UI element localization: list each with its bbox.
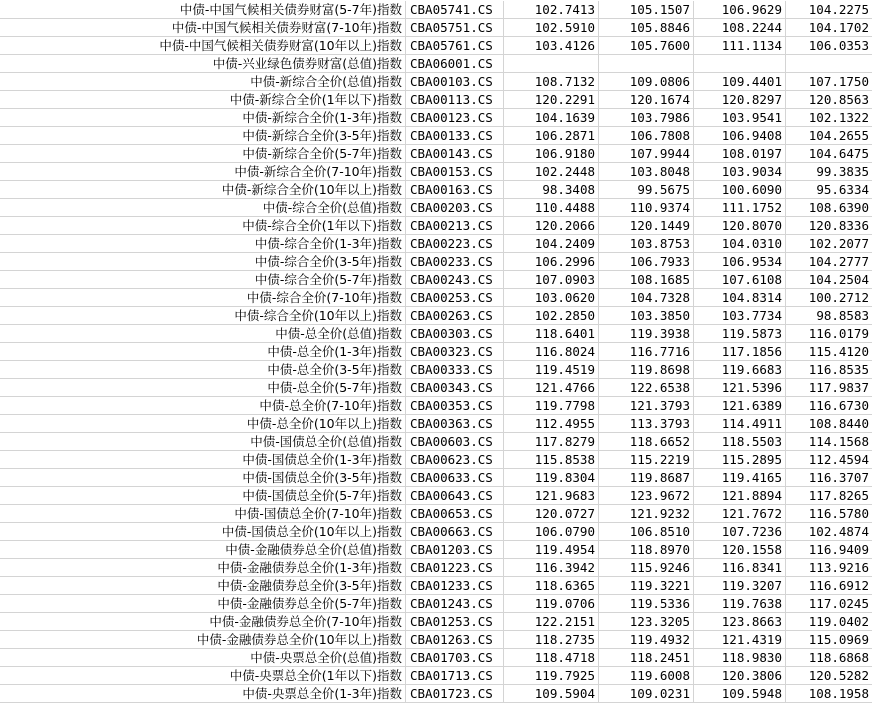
value-cell-2[interactable]: 103.8048 xyxy=(599,163,694,181)
value-cell-2[interactable]: 113.3793 xyxy=(599,415,694,433)
value-cell-4[interactable]: 116.6730 xyxy=(786,397,872,415)
index-code-cell[interactable]: CBA00233.CS xyxy=(406,253,504,271)
value-cell-4[interactable]: 115.4120 xyxy=(786,343,872,361)
index-code-cell[interactable]: CBA00103.CS xyxy=(406,73,504,91)
value-cell-3[interactable]: 107.6108 xyxy=(694,271,786,289)
index-name-cell[interactable]: 中债-综合全价(总值)指数 xyxy=(0,199,406,217)
value-cell-2[interactable]: 107.9944 xyxy=(599,145,694,163)
value-cell-2[interactable]: 106.7808 xyxy=(599,127,694,145)
table-row xyxy=(0,397,872,415)
value-cell-1[interactable]: 116.3942 xyxy=(504,559,599,577)
value-cell-2[interactable]: 119.3938 xyxy=(599,325,694,343)
value-cell-4[interactable]: 95.6334 xyxy=(786,181,872,199)
value-cell-3[interactable]: 104.8314 xyxy=(694,289,786,307)
table-row xyxy=(0,145,872,163)
index-name-cell[interactable]: 中债-新综合全价(10年以上)指数 xyxy=(0,181,406,199)
value-cell-2[interactable]: 108.1685 xyxy=(599,271,694,289)
value-cell-2[interactable]: 110.9374 xyxy=(599,199,694,217)
table-row xyxy=(0,451,872,469)
index-name-cell[interactable]: 中债-金融债券总全价(10年以上)指数 xyxy=(0,631,406,649)
value-cell-3[interactable]: 120.8070 xyxy=(694,217,786,235)
value-cell-4[interactable]: 112.4594 xyxy=(786,451,872,469)
table-row xyxy=(0,163,872,181)
value-cell-2[interactable]: 121.9232 xyxy=(599,505,694,523)
value-cell-2[interactable]: 116.7716 xyxy=(599,343,694,361)
value-cell-2[interactable]: 119.4932 xyxy=(599,631,694,649)
value-cell-3[interactable]: 111.1134 xyxy=(694,37,786,55)
index-name-cell[interactable]: 中债-新综合全价(3-5年)指数 xyxy=(0,127,406,145)
index-name-cell[interactable]: 中债-央票总全价(1年以下)指数 xyxy=(0,667,406,685)
index-name-cell[interactable]: 中债-金融债券总全价(3-5年)指数 xyxy=(0,577,406,595)
value-cell-2[interactable]: 105.1507 xyxy=(599,1,694,19)
value-cell-2[interactable]: 103.7986 xyxy=(599,109,694,127)
table-row xyxy=(0,253,872,271)
index-name-cell[interactable]: 中债-总全价(10年以上)指数 xyxy=(0,415,406,433)
value-cell-3[interactable]: 118.5503 xyxy=(694,433,786,451)
index-code-cell[interactable]: CBA00263.CS xyxy=(406,307,504,325)
index-name-cell[interactable]: 中债-综合全价(5-7年)指数 xyxy=(0,271,406,289)
index-code-cell[interactable]: CBA00223.CS xyxy=(406,235,504,253)
value-cell-4[interactable]: 104.2655 xyxy=(786,127,872,145)
index-name-cell[interactable]: 中债-中国气候相关债券财富(10年以上)指数 xyxy=(0,37,406,55)
value-cell-3[interactable]: 103.9034 xyxy=(694,163,786,181)
table-row xyxy=(0,181,872,199)
value-cell-1[interactable]: 102.7413 xyxy=(504,1,599,19)
value-cell-1[interactable]: 106.0790 xyxy=(504,523,599,541)
value-cell-1[interactable]: 106.9180 xyxy=(504,145,599,163)
table-row xyxy=(0,55,872,73)
value-cell-4[interactable]: 116.9409 xyxy=(786,541,872,559)
index-name-cell[interactable]: 中债-总全价(5-7年)指数 xyxy=(0,379,406,397)
value-cell-1[interactable]: 121.9683 xyxy=(504,487,599,505)
value-cell-3[interactable]: 116.8341 xyxy=(694,559,786,577)
value-cell-1[interactable]: 106.2996 xyxy=(504,253,599,271)
table-row xyxy=(0,541,872,559)
value-cell-1[interactable]: 120.2291 xyxy=(504,91,599,109)
value-cell-3[interactable]: 119.4165 xyxy=(694,469,786,487)
value-cell-1[interactable]: 119.7925 xyxy=(504,667,599,685)
index-code-cell[interactable]: CBA01223.CS xyxy=(406,559,504,577)
index-code-cell[interactable]: CBA00363.CS xyxy=(406,415,504,433)
value-cell-3[interactable]: 119.3207 xyxy=(694,577,786,595)
index-code-cell[interactable]: CBA00123.CS xyxy=(406,109,504,127)
value-cell-3[interactable]: 121.8894 xyxy=(694,487,786,505)
value-cell-1[interactable]: 116.8024 xyxy=(504,343,599,361)
value-cell-4[interactable]: 108.8440 xyxy=(786,415,872,433)
index-name-cell[interactable]: 中债-总全价(3-5年)指数 xyxy=(0,361,406,379)
index-name-cell[interactable]: 中债-金融债券总全价(5-7年)指数 xyxy=(0,595,406,613)
value-cell-3[interactable]: 106.9629 xyxy=(694,1,786,19)
value-cell-3[interactable] xyxy=(694,55,786,73)
value-cell-3[interactable]: 106.9408 xyxy=(694,127,786,145)
index-code-cell[interactable]: CBA01253.CS xyxy=(406,613,504,631)
index-code-cell[interactable]: CBA05741.CS xyxy=(406,1,504,19)
value-cell-2[interactable]: 120.1674 xyxy=(599,91,694,109)
table-row xyxy=(0,199,872,217)
table-row xyxy=(0,379,872,397)
value-cell-2[interactable]: 119.6008 xyxy=(599,667,694,685)
value-cell-1[interactable]: 121.4766 xyxy=(504,379,599,397)
index-name-cell[interactable]: 中债-央票总全价(1-3年)指数 xyxy=(0,685,406,703)
index-name-cell[interactable]: 中债-国债总全价(3-5年)指数 xyxy=(0,469,406,487)
value-cell-4[interactable]: 114.1568 xyxy=(786,433,872,451)
value-cell-2[interactable]: 106.8510 xyxy=(599,523,694,541)
value-cell-4[interactable]: 116.6912 xyxy=(786,577,872,595)
table-row xyxy=(0,595,872,613)
value-cell-2[interactable]: 115.2219 xyxy=(599,451,694,469)
value-cell-2[interactable]: 119.3221 xyxy=(599,577,694,595)
value-cell-1[interactable] xyxy=(504,55,599,73)
value-cell-4[interactable]: 120.5282 xyxy=(786,667,872,685)
table-row xyxy=(0,37,872,55)
value-cell-3[interactable]: 121.4319 xyxy=(694,631,786,649)
index-code-cell[interactable]: CBA01713.CS xyxy=(406,667,504,685)
index-name-cell[interactable]: 中债-总全价(1-3年)指数 xyxy=(0,343,406,361)
value-cell-4[interactable]: 117.0245 xyxy=(786,595,872,613)
value-cell-3[interactable]: 121.6389 xyxy=(694,397,786,415)
index-name-cell[interactable]: 中债-金融债券总全价(总值)指数 xyxy=(0,541,406,559)
table-row xyxy=(0,505,872,523)
value-cell-1[interactable]: 119.4519 xyxy=(504,361,599,379)
value-cell-3[interactable]: 103.9541 xyxy=(694,109,786,127)
table-row xyxy=(0,109,872,127)
value-cell-3[interactable]: 117.1856 xyxy=(694,343,786,361)
index-code-cell[interactable]: CBA00203.CS xyxy=(406,199,504,217)
value-cell-3[interactable]: 120.8297 xyxy=(694,91,786,109)
index-name-cell[interactable]: 中债-新综合全价(7-10年)指数 xyxy=(0,163,406,181)
value-cell-1[interactable]: 107.0903 xyxy=(504,271,599,289)
value-cell-4[interactable]: 113.9216 xyxy=(786,559,872,577)
value-cell-2[interactable]: 123.3205 xyxy=(599,613,694,631)
index-name-cell[interactable]: 中债-中国气候相关债券财富(7-10年)指数 xyxy=(0,19,406,37)
value-cell-1[interactable]: 117.8279 xyxy=(504,433,599,451)
value-cell-2[interactable]: 120.1449 xyxy=(599,217,694,235)
value-cell-1[interactable]: 119.0706 xyxy=(504,595,599,613)
index-code-cell[interactable]: CBA00353.CS xyxy=(406,397,504,415)
value-cell-1[interactable]: 106.2871 xyxy=(504,127,599,145)
value-cell-3[interactable]: 103.7734 xyxy=(694,307,786,325)
index-code-cell[interactable]: CBA01233.CS xyxy=(406,577,504,595)
value-cell-1[interactable]: 104.2409 xyxy=(504,235,599,253)
value-cell-3[interactable]: 119.7638 xyxy=(694,595,786,613)
index-code-cell[interactable]: CBA00623.CS xyxy=(406,451,504,469)
table-row xyxy=(0,433,872,451)
index-name-cell[interactable]: 中债-新综合全价(5-7年)指数 xyxy=(0,145,406,163)
index-code-cell[interactable]: CBA01263.CS xyxy=(406,631,504,649)
value-cell-4[interactable]: 119.0402 xyxy=(786,613,872,631)
value-cell-4[interactable]: 104.2777 xyxy=(786,253,872,271)
value-cell-2[interactable]: 118.6652 xyxy=(599,433,694,451)
table-row xyxy=(0,127,872,145)
value-cell-4[interactable]: 104.2504 xyxy=(786,271,872,289)
value-cell-3[interactable]: 120.3806 xyxy=(694,667,786,685)
table-row xyxy=(0,325,872,343)
index-code-cell[interactable]: CBA00603.CS xyxy=(406,433,504,451)
index-code-cell[interactable]: CBA00633.CS xyxy=(406,469,504,487)
index-code-cell[interactable]: CBA06001.CS xyxy=(406,55,504,73)
index-name-cell[interactable]: 中债-总全价(总值)指数 xyxy=(0,325,406,343)
value-cell-2[interactable]: 115.9246 xyxy=(599,559,694,577)
value-cell-2[interactable]: 119.5336 xyxy=(599,595,694,613)
table-row xyxy=(0,469,872,487)
value-cell-3[interactable]: 114.4911 xyxy=(694,415,786,433)
value-cell-3[interactable]: 123.8663 xyxy=(694,613,786,631)
value-cell-2[interactable]: 104.7328 xyxy=(599,289,694,307)
table-row xyxy=(0,361,872,379)
index-name-cell[interactable]: 中债-综合全价(10年以上)指数 xyxy=(0,307,406,325)
table-row xyxy=(0,559,872,577)
value-cell-3[interactable]: 121.5396 xyxy=(694,379,786,397)
index-name-cell[interactable]: 中债-中国气候相关债券财富(5-7年)指数 xyxy=(0,1,406,19)
index-name-cell[interactable]: 中债-金融债券总全价(1-3年)指数 xyxy=(0,559,406,577)
table-row xyxy=(0,685,872,703)
value-cell-3[interactable]: 108.2244 xyxy=(694,19,786,37)
index-name-cell[interactable]: 中债-国债总全价(总值)指数 xyxy=(0,433,406,451)
value-cell-1[interactable]: 110.4488 xyxy=(504,199,599,217)
value-cell-3[interactable]: 100.6090 xyxy=(694,181,786,199)
value-cell-2[interactable]: 105.7600 xyxy=(599,37,694,55)
value-cell-4[interactable]: 117.8265 xyxy=(786,487,872,505)
table-row xyxy=(0,613,872,631)
value-cell-3[interactable]: 120.1558 xyxy=(694,541,786,559)
value-cell-2[interactable]: 119.8698 xyxy=(599,361,694,379)
value-cell-3[interactable]: 107.7236 xyxy=(694,523,786,541)
value-cell-1[interactable]: 119.7798 xyxy=(504,397,599,415)
index-code-cell[interactable]: CBA05761.CS xyxy=(406,37,504,55)
value-cell-3[interactable]: 108.0197 xyxy=(694,145,786,163)
value-cell-4[interactable]: 102.2077 xyxy=(786,235,872,253)
value-cell-1[interactable]: 120.0727 xyxy=(504,505,599,523)
index-code-cell[interactable]: CBA01203.CS xyxy=(406,541,504,559)
value-cell-4[interactable]: 104.1702 xyxy=(786,19,872,37)
value-cell-1[interactable]: 119.8304 xyxy=(504,469,599,487)
table-row xyxy=(0,307,872,325)
value-cell-2[interactable]: 121.3793 xyxy=(599,397,694,415)
index-code-cell[interactable]: CBA00663.CS xyxy=(406,523,504,541)
index-code-cell[interactable]: CBA00213.CS xyxy=(406,217,504,235)
table-row xyxy=(0,649,872,667)
value-cell-4[interactable]: 100.2712 xyxy=(786,289,872,307)
index-name-cell[interactable]: 中债-央票总全价(总值)指数 xyxy=(0,649,406,667)
value-cell-4[interactable]: 98.8583 xyxy=(786,307,872,325)
value-cell-1[interactable]: 115.8538 xyxy=(504,451,599,469)
value-cell-2[interactable]: 105.8846 xyxy=(599,19,694,37)
value-cell-1[interactable]: 102.2448 xyxy=(504,163,599,181)
table-row xyxy=(0,487,872,505)
index-code-cell[interactable]: CBA00253.CS xyxy=(406,289,504,307)
table-row xyxy=(0,343,872,361)
value-cell-2[interactable]: 103.3850 xyxy=(599,307,694,325)
value-cell-4[interactable]: 104.2275 xyxy=(786,1,872,19)
value-cell-4[interactable]: 102.1322 xyxy=(786,109,872,127)
index-name-cell[interactable]: 中债-国债总全价(5-7年)指数 xyxy=(0,487,406,505)
value-cell-4[interactable]: 120.8336 xyxy=(786,217,872,235)
index-name-cell[interactable]: 中债-国债总全价(1-3年)指数 xyxy=(0,451,406,469)
index-name-cell[interactable]: 中债-综合全价(7-10年)指数 xyxy=(0,289,406,307)
value-cell-2[interactable]: 122.6538 xyxy=(599,379,694,397)
value-cell-4[interactable]: 107.1750 xyxy=(786,73,872,91)
table-row xyxy=(0,415,872,433)
value-cell-4[interactable]: 118.6868 xyxy=(786,649,872,667)
value-cell-1[interactable]: 104.1639 xyxy=(504,109,599,127)
table-row xyxy=(0,19,872,37)
index-name-cell[interactable]: 中债-总全价(7-10年)指数 xyxy=(0,397,406,415)
value-cell-4[interactable]: 104.6475 xyxy=(786,145,872,163)
value-cell-2[interactable]: 106.7933 xyxy=(599,253,694,271)
value-cell-4[interactable]: 117.9837 xyxy=(786,379,872,397)
index-code-cell[interactable]: CBA00163.CS xyxy=(406,181,504,199)
value-cell-1[interactable]: 118.6365 xyxy=(504,577,599,595)
table-row xyxy=(0,289,872,307)
value-cell-3[interactable]: 104.0310 xyxy=(694,235,786,253)
value-cell-4[interactable]: 108.1958 xyxy=(786,685,872,703)
index-code-cell[interactable]: CBA00153.CS xyxy=(406,163,504,181)
value-cell-4[interactable]: 99.3835 xyxy=(786,163,872,181)
value-cell-3[interactable]: 119.6683 xyxy=(694,361,786,379)
table-row xyxy=(0,235,872,253)
value-cell-1[interactable]: 119.4954 xyxy=(504,541,599,559)
value-cell-2[interactable]: 118.8970 xyxy=(599,541,694,559)
value-cell-1[interactable]: 122.2151 xyxy=(504,613,599,631)
index-name-cell[interactable]: 中债-兴业绿色债券财富(总值)指数 xyxy=(0,55,406,73)
value-cell-4[interactable]: 108.6390 xyxy=(786,199,872,217)
value-cell-1[interactable]: 103.0620 xyxy=(504,289,599,307)
index-code-cell[interactable]: CBA05751.CS xyxy=(406,19,504,37)
value-cell-4[interactable]: 115.0969 xyxy=(786,631,872,649)
value-cell-4[interactable]: 120.8563 xyxy=(786,91,872,109)
index-code-cell[interactable]: CBA00333.CS xyxy=(406,361,504,379)
value-cell-2[interactable]: 109.0806 xyxy=(599,73,694,91)
value-cell-1[interactable]: 112.4955 xyxy=(504,415,599,433)
index-name-cell[interactable]: 中债-综合全价(3-5年)指数 xyxy=(0,253,406,271)
index-name-cell[interactable]: 中债-国债总全价(7-10年)指数 xyxy=(0,505,406,523)
value-cell-2[interactable]: 119.8687 xyxy=(599,469,694,487)
value-cell-3[interactable]: 121.7672 xyxy=(694,505,786,523)
value-cell-2[interactable]: 103.8753 xyxy=(599,235,694,253)
value-cell-1[interactable]: 103.4126 xyxy=(504,37,599,55)
index-code-cell[interactable]: CBA00653.CS xyxy=(406,505,504,523)
value-cell-1[interactable]: 120.2066 xyxy=(504,217,599,235)
index-name-cell[interactable]: 中债-新综合全价(1年以下)指数 xyxy=(0,91,406,109)
table-row xyxy=(0,271,872,289)
value-cell-3[interactable]: 109.5948 xyxy=(694,685,786,703)
value-cell-1[interactable]: 118.2735 xyxy=(504,631,599,649)
value-cell-4[interactable]: 106.0353 xyxy=(786,37,872,55)
index-code-cell[interactable]: CBA00143.CS xyxy=(406,145,504,163)
value-cell-3[interactable]: 106.9534 xyxy=(694,253,786,271)
value-cell-1[interactable]: 118.4718 xyxy=(504,649,599,667)
value-cell-2[interactable]: 123.9672 xyxy=(599,487,694,505)
index-code-cell[interactable]: CBA01703.CS xyxy=(406,649,504,667)
index-code-cell[interactable]: CBA00343.CS xyxy=(406,379,504,397)
table-row xyxy=(0,577,872,595)
value-cell-1[interactable]: 109.5904 xyxy=(504,685,599,703)
table-row xyxy=(0,217,872,235)
value-cell-1[interactable]: 108.7132 xyxy=(504,73,599,91)
index-name-cell[interactable]: 中债-综合全价(1年以下)指数 xyxy=(0,217,406,235)
index-name-cell[interactable]: 中债-新综合全价(总值)指数 xyxy=(0,73,406,91)
index-name-cell[interactable]: 中债-新综合全价(1-3年)指数 xyxy=(0,109,406,127)
value-cell-1[interactable]: 102.5910 xyxy=(504,19,599,37)
index-name-cell[interactable]: 中债-综合全价(1-3年)指数 xyxy=(0,235,406,253)
table-row xyxy=(0,91,872,109)
value-cell-1[interactable]: 102.2850 xyxy=(504,307,599,325)
index-code-cell[interactable]: CBA00303.CS xyxy=(406,325,504,343)
value-cell-3[interactable]: 111.1752 xyxy=(694,199,786,217)
index-code-cell[interactable]: CBA00133.CS xyxy=(406,127,504,145)
index-name-cell[interactable]: 中债-金融债券总全价(7-10年)指数 xyxy=(0,613,406,631)
value-cell-4[interactable]: 102.4874 xyxy=(786,523,872,541)
value-cell-3[interactable]: 119.5873 xyxy=(694,325,786,343)
index-name-cell[interactable]: 中债-国债总全价(10年以上)指数 xyxy=(0,523,406,541)
table-row xyxy=(0,1,872,19)
value-cell-2[interactable]: 109.0231 xyxy=(599,685,694,703)
value-cell-3[interactable]: 118.9830 xyxy=(694,649,786,667)
value-cell-3[interactable]: 109.4401 xyxy=(694,73,786,91)
value-cell-4[interactable]: 116.8535 xyxy=(786,361,872,379)
table-row xyxy=(0,631,872,649)
value-cell-2[interactable] xyxy=(599,55,694,73)
index-code-cell[interactable]: CBA00113.CS xyxy=(406,91,504,109)
value-cell-3[interactable]: 115.2895 xyxy=(694,451,786,469)
index-code-cell[interactable]: CBA00243.CS xyxy=(406,271,504,289)
value-cell-2[interactable]: 118.2451 xyxy=(599,649,694,667)
value-cell-4[interactable]: 116.5780 xyxy=(786,505,872,523)
value-cell-4[interactable]: 116.0179 xyxy=(786,325,872,343)
value-cell-1[interactable]: 118.6401 xyxy=(504,325,599,343)
value-cell-4[interactable]: 116.3707 xyxy=(786,469,872,487)
table-row xyxy=(0,523,872,541)
table-row xyxy=(0,667,872,685)
index-code-cell[interactable]: CBA01243.CS xyxy=(406,595,504,613)
value-cell-2[interactable]: 99.5675 xyxy=(599,181,694,199)
value-cell-4[interactable] xyxy=(786,55,872,73)
value-cell-1[interactable]: 98.3408 xyxy=(504,181,599,199)
index-code-cell[interactable]: CBA00323.CS xyxy=(406,343,504,361)
index-code-cell[interactable]: CBA01723.CS xyxy=(406,685,504,703)
table-row xyxy=(0,73,872,91)
index-code-cell[interactable]: CBA00643.CS xyxy=(406,487,504,505)
